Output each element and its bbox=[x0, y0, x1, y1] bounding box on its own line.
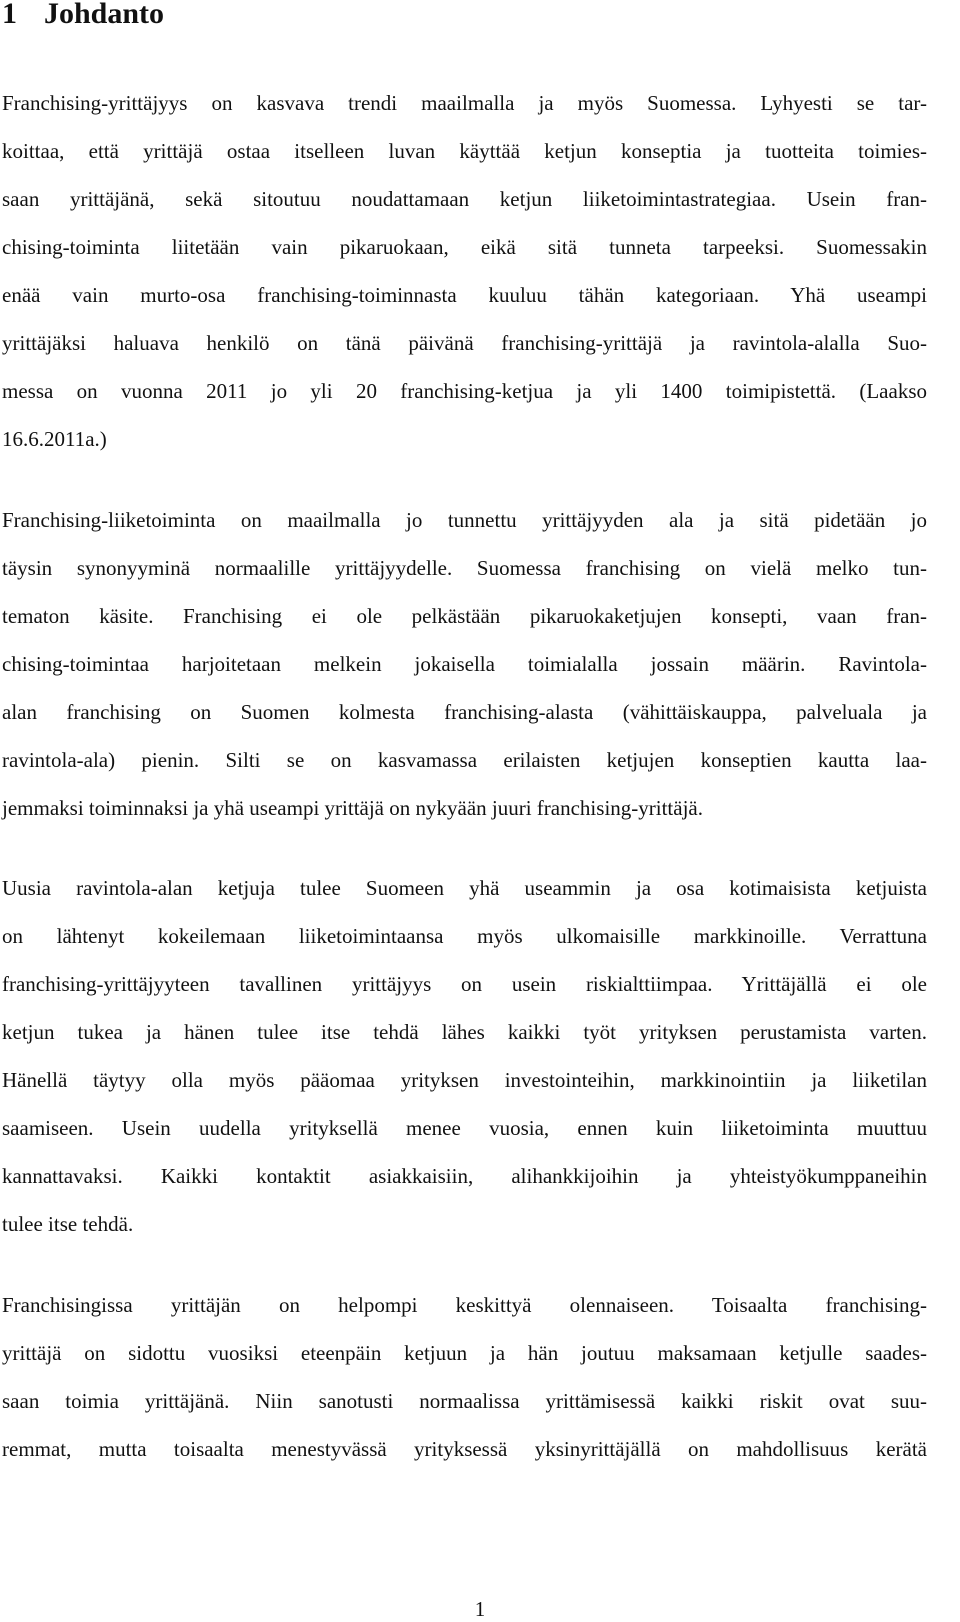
text-line: täysin synonyyminä normaalille yrittäjyydelle. Suomessa franchising on vielä melko tun- bbox=[2, 556, 927, 580]
text-line: Uusia ravintola-alan ketjuja tulee Suomeen yhä useammin ja osa kotimaisista ketjuista bbox=[2, 876, 927, 900]
chapter-title: Johdanto bbox=[44, 0, 165, 30]
text-line: yrittäjä on sidottu vuosiksi eteenpäin ketjuun ja hän joutuu maksamaan ketjulle saades- bbox=[2, 1341, 927, 1365]
text-line: on lähtenyt kokeilemaan liiketoimintaansa myös ulkomaisille markkinoille. Verrattuna bbox=[2, 924, 927, 948]
chapter-heading bbox=[2, 0, 164, 34]
text-line: Hänellä täytyy olla myös pääomaa yrityksen investointeihin, markkinointiin ja liiketilan bbox=[2, 1068, 927, 1092]
text-line: koittaa, että yrittäjä ostaa itselleen luvan käyttää ketjun konseptia ja tuotteita toimies- bbox=[2, 139, 927, 163]
text-line: chising-toimintaa harjoitetaan melkein jokaisella toimialalla jossain määrin. Ravintola- bbox=[2, 652, 927, 676]
text-line: messa on vuonna 2011 jo yli 20 franchising-ketjua ja yli 1400 toimipistettä. (Laakso bbox=[2, 379, 927, 403]
text-line: saamiseen. Usein uudella yrityksellä menee vuosia, ennen kuin liiketoiminta muuttuu bbox=[2, 1116, 927, 1140]
chapter-number: 1 bbox=[2, 0, 17, 30]
text-line: saan toimia yrittäjänä. Niin sanotusti normaalissa yrittämisessä kaikki riskit ovat suu- bbox=[2, 1389, 927, 1413]
text-line: Franchisingissa yrittäjän on helpompi keskittyä olennaiseen. Toisaalta franchising- bbox=[2, 1293, 927, 1317]
text-line: saan yrittäjänä, sekä sitoutuu noudattamaan ketjun liiketoimintastrategiaa. Usein fran- bbox=[2, 187, 927, 211]
text-line: kannattavaksi. Kaikki kontaktit asiakkaisiin, alihankkijoihin ja yhteistyökumppaneihin bbox=[2, 1164, 927, 1188]
text-line: yrittäjäksi haluava henkilö on tänä päivänä franchising-yrittäjä ja ravintola-alalla Suo- bbox=[2, 331, 927, 355]
text-line: Franchising-yrittäjyys on kasvava trendi maailmalla ja myös Suomessa. Lyhyesti se tar- bbox=[2, 91, 927, 115]
text-line: tematon käsite. Franchising ei ole pelkästään pikaruokaketjujen konsepti, vaan fran- bbox=[2, 604, 927, 628]
text-line: franchising-yrittäjyyteen tavallinen yrittäjyys on usein riskialttiimpaa. Yrittäjällä ei ole bbox=[2, 972, 927, 996]
text-line: remmat, mutta toisaalta menestyvässä yrityksessä yksinyrittäjällä on mahdollisuus kerätä bbox=[2, 1437, 927, 1461]
paragraph-2 bbox=[2, 496, 927, 832]
page-number: 1 bbox=[474, 1597, 486, 1621]
paragraph-1 bbox=[2, 79, 927, 463]
text-line: jemmaksi toiminnaksi ja yhä useampi yrittäjä on nykyään juuri franchising-yrittäjä. bbox=[2, 796, 703, 820]
paragraph-3 bbox=[2, 864, 927, 1248]
text-line: 16.6.2011a.) bbox=[2, 427, 107, 451]
text-line: tulee itse tehdä. bbox=[2, 1212, 134, 1236]
text-line: Franchising-liiketoiminta on maailmalla jo tunnettu yrittäjyyden ala ja sitä pidetään jo bbox=[2, 508, 927, 532]
text-line: alan franchising on Suomen kolmesta franchising-alasta (vähittäiskauppa, palveluala ja bbox=[2, 700, 927, 724]
text-line: ketjun tukea ja hänen tulee itse tehdä lähes kaikki työt yrityksen perustamista varten. bbox=[2, 1020, 927, 1044]
text-line: chising-toiminta liitetään vain pikaruokaan, eikä sitä tunneta tarpeeksi. Suomessakin bbox=[2, 235, 927, 259]
text-line: enää vain murto-osa franchising-toiminnasta kuuluu tähän kategoriaan. Yhä useampi bbox=[2, 283, 927, 307]
text-line: ravintola-ala) pienin. Silti se on kasvamassa erilaisten ketjujen konseptien kautta laa- bbox=[2, 748, 927, 772]
paragraph-4 bbox=[2, 1281, 927, 1473]
